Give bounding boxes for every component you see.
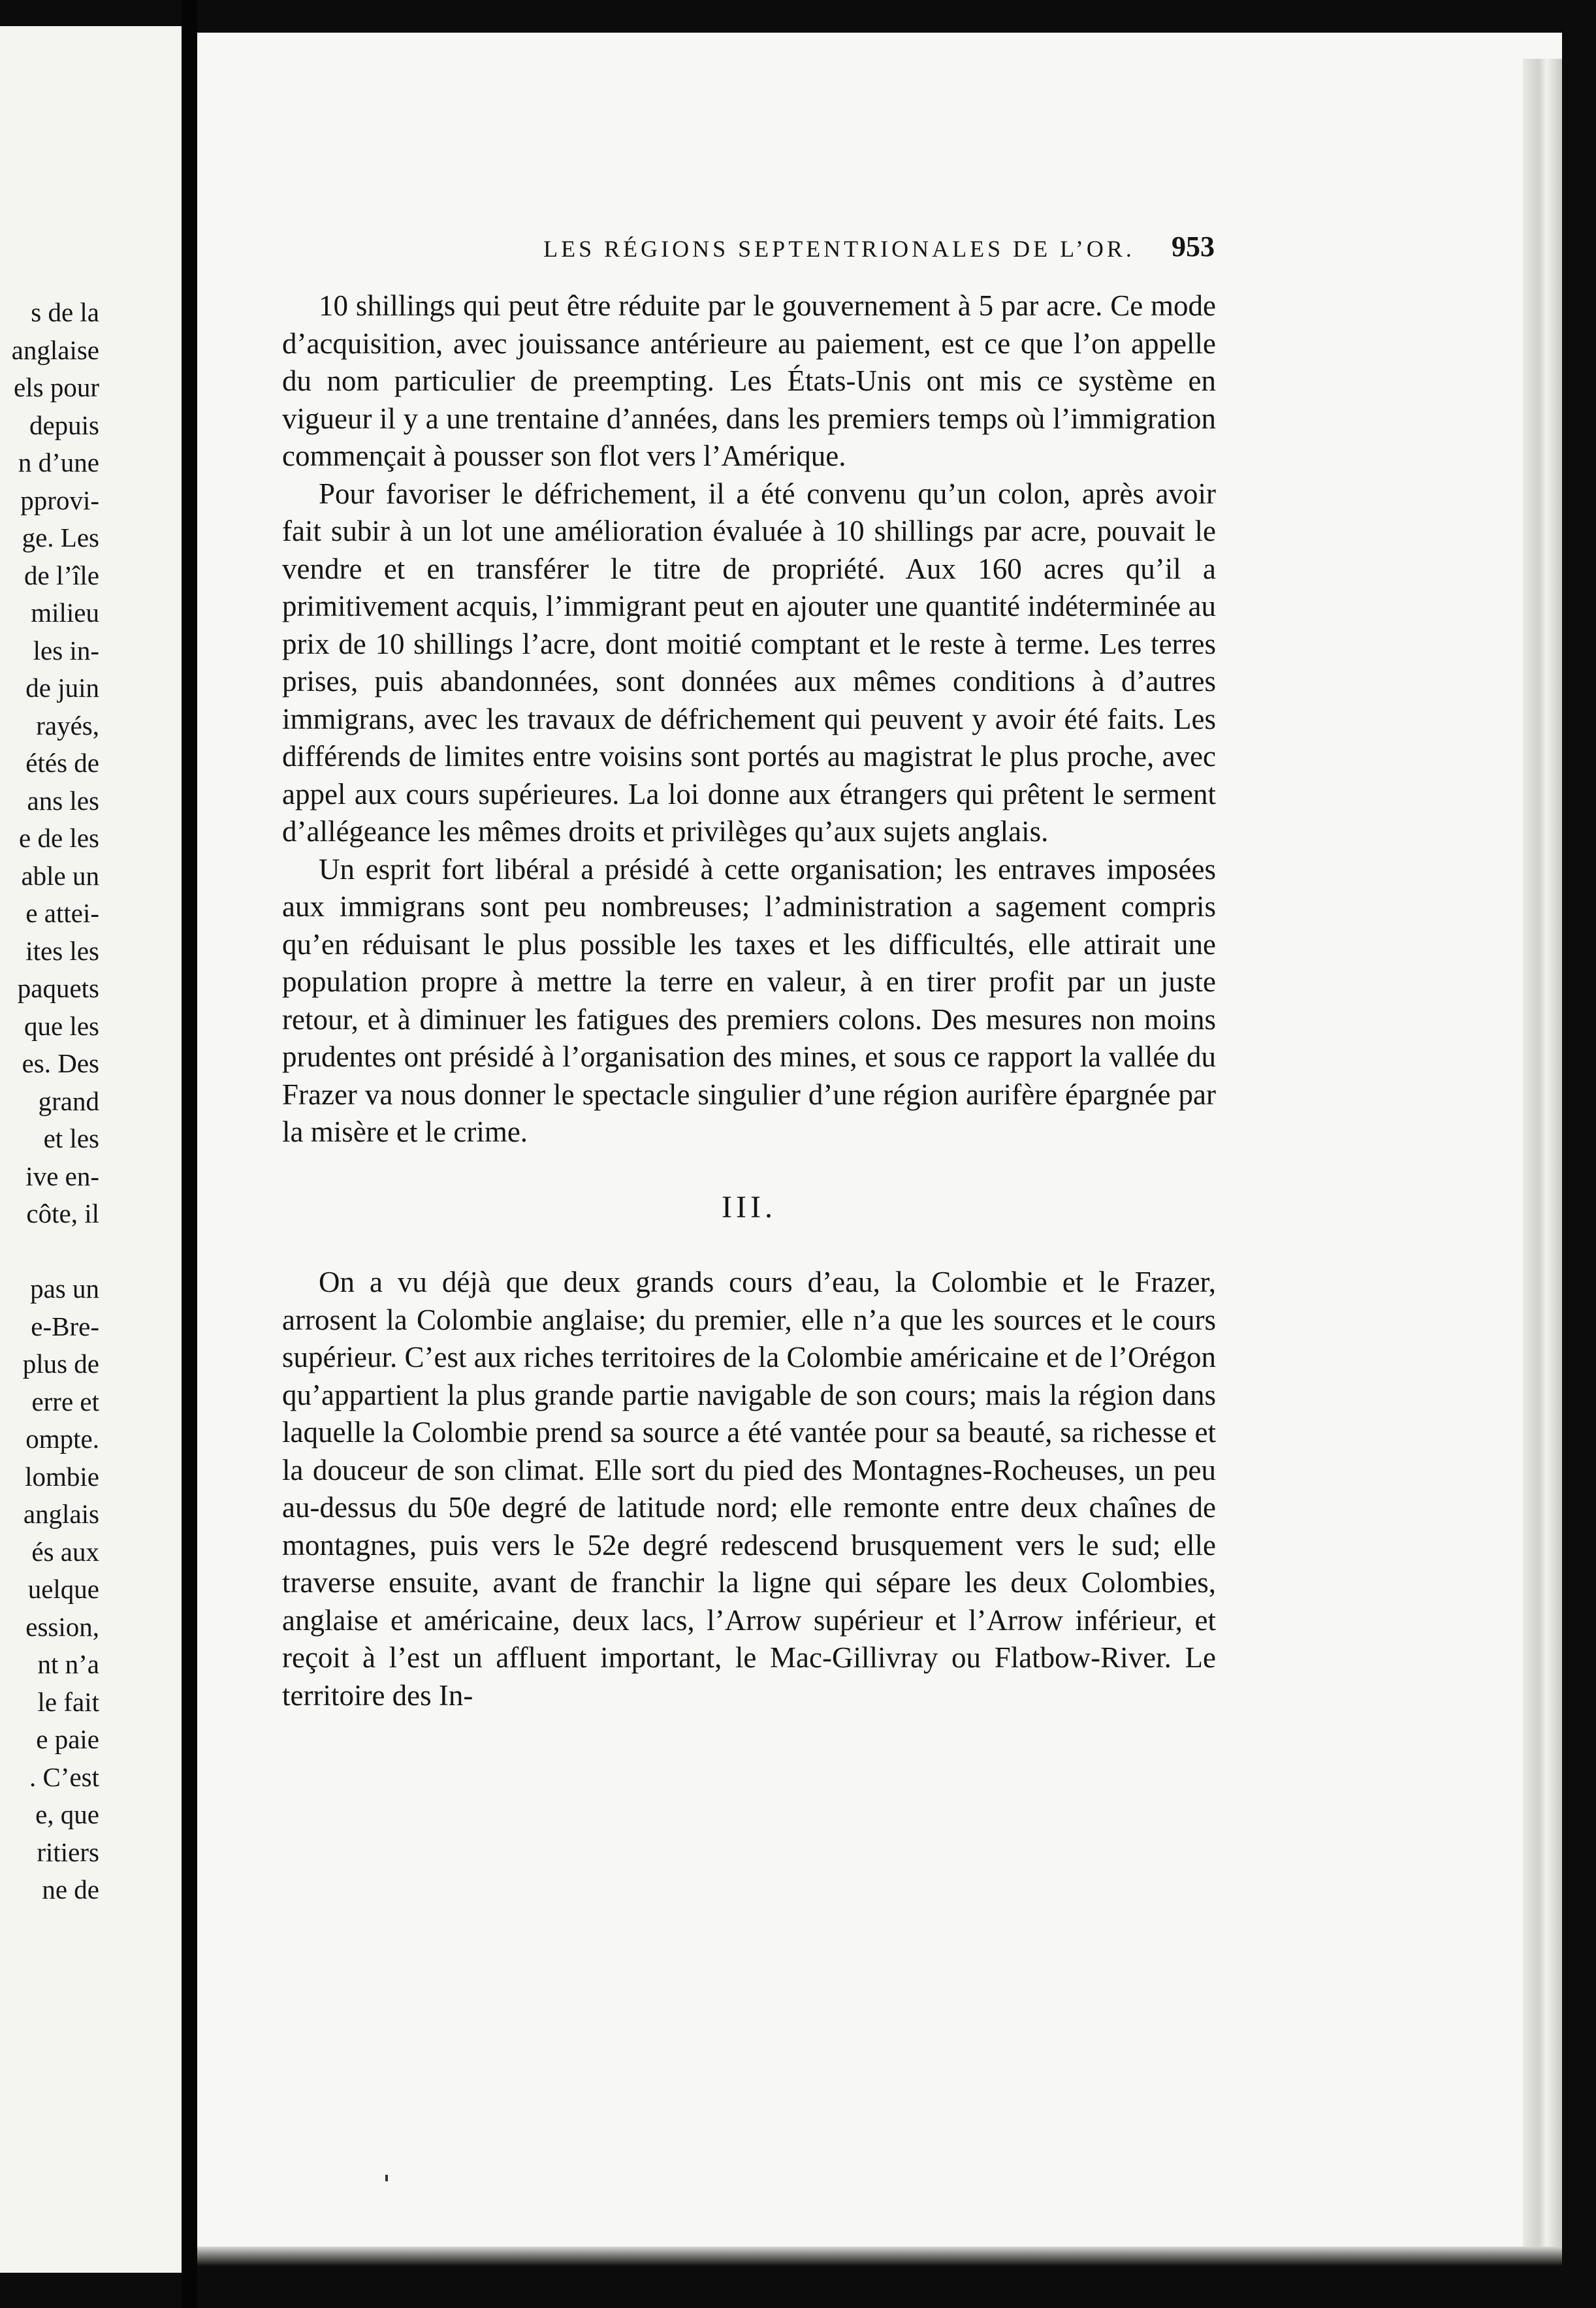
facing-page-line	[0, 1233, 99, 1271]
facing-page-line: e attei-	[25, 898, 99, 928]
running-header: LES RÉGIONS SEPTENTRIONALES DE L’OR.	[543, 236, 1135, 262]
facing-page-line: milieu	[31, 598, 99, 628]
facing-page-line: de l’île	[24, 560, 99, 590]
facing-page-line: e paie	[36, 1724, 99, 1754]
facing-page-line: uelque	[27, 1574, 99, 1604]
book-gutter	[182, 0, 197, 2308]
facing-page-line: erre et	[31, 1386, 99, 1417]
facing-page-line: ive en-	[25, 1161, 99, 1191]
paragraph-2: Pour favoriser le défrichement, il a été convenu qu’un colon, après avoir fait subir à un lot une amélioration évaluée à 10 shillings par acre, pouvait le vendre et en transférer le titre de propriété. Aux 160 acres qu’il a primitivement acquis, l’immigrant peut en ajouter une quantité indéterminée au prix de 10 shillings l’acre, dont moitié comptant et le reste à terme. Les terres prises, puis abandonnées, sont données aux mêmes conditions à d’autres immigrans, avec les travaux de défrichement qui peuvent y avoir été faits. Les différends de limites entre voisins sont portés au magistrat le plus proche, avec appel aux cours supérieures. La loi donne aux étrangers qui prêtent le serment d’allégeance les mêmes droits et privilèges qu’aux sujets anglais.	[282, 477, 1216, 848]
facing-page-fragment	[0, 26, 182, 2273]
facing-page-line: ge. Les	[22, 522, 99, 553]
facing-page-line: s de la	[31, 297, 99, 327]
facing-page-line: és aux	[31, 1536, 99, 1567]
facing-page-line: e de les	[19, 823, 99, 853]
facing-page-line: les in-	[33, 635, 99, 665]
facing-page-line: pas un	[30, 1274, 99, 1304]
facing-page-line-ends	[0, 294, 99, 1909]
page-edge	[1523, 59, 1562, 2266]
body-text	[282, 287, 1216, 1714]
facing-page-line: paquets	[17, 973, 99, 1003]
facing-page-line: pprovi-	[20, 485, 99, 515]
facing-page-line: ans les	[27, 785, 99, 816]
facing-page-line: n d’une	[18, 447, 99, 477]
paragraph-1: 10 shillings qui peut être réduite par le gouvernement à 5 par acre. Ce mode d’acquisition, avec jouissance antérieure au paiement, est ce que l’on appelle du nom particulier de preempting. Les États-Unis ont mis ce système en vigueur il y a une trentaine d’années, dans les premiers temps où l’immigration commençait à pousser son flot vers l’Amérique.	[282, 289, 1216, 472]
paragraph-4: On a vu déjà que deux grands cours d’eau, la Colombie et le Frazer, arrosent la Colombie anglaise; du premier, elle n’a que les sources et le cours supérieur. C’est aux riches territoires de la Colombie américaine et de l’Orégon qu’appartient la plus grande partie navigable de son cours; mais la région dans laquelle la Colombie prend sa source a été vantée pour sa beauté, sa richesse et la douceur de son climat. Elle sort du pied des Montagnes-Rocheuses, un peu au-dessus du 50e degré de latitude nord; elle remonte entre deux chaînes de montagnes, puis vers le 52e degré redescend brusquement vers le sud; elle traverse ensuite, avant de franchir la ligne qui sépare les deux Colombies, anglaise et américaine, deux lacs, l’Arrow supérieur et l’Arrow inférieur, et reçoit à l’est un affluent important, le Mac-Gillivray ou Flatbow-River. Le territoire des In-	[282, 1266, 1216, 1712]
facing-page-line: grand	[38, 1085, 99, 1116]
facing-page-line: plus de	[22, 1349, 99, 1379]
section-heading: III.	[722, 1189, 776, 1225]
facing-page-line: le fait	[37, 1686, 99, 1717]
page-number: 953	[1172, 231, 1215, 263]
paragraph-3: Un esprit fort libéral a présidé à cette organisation; les entraves imposées aux immigrans sont peu nombreuses; l’administration a sagement compris qu’en réduisant le plus possible les taxes et les difficultés, elle attirait une population propre à mettre la terre en valeur, à en tirer profit par un juste retour, et à diminuer les fatigues des premiers colons. Des mesures non moins prudentes ont présidé à l’organisation des mines, et sous ce rapport la vallée du Frazer va nous donner le spectacle singulier d’une région aurifère épargnée par la misère et le crime.	[282, 852, 1216, 1148]
facing-page-line: els pour	[14, 372, 99, 402]
facing-page-line: et les	[43, 1123, 99, 1153]
facing-page-line: able un	[21, 860, 99, 891]
facing-page-line: depuis	[29, 409, 99, 440]
facing-page-line: ompte.	[25, 1424, 99, 1454]
print-speck	[385, 2175, 388, 2181]
page-bottom-shadow	[197, 2247, 1562, 2266]
facing-page-line: nt n’a	[37, 1649, 99, 1679]
facing-page-line: étés de	[25, 748, 99, 778]
facing-page-line: es. Des	[22, 1048, 99, 1078]
facing-page-line: anglaise	[11, 334, 99, 365]
facing-page-line: ritiers	[37, 1836, 99, 1867]
facing-page-line: lombie	[25, 1461, 99, 1492]
facing-page-line: e, que	[35, 1799, 99, 1829]
facing-page-line: ne de	[42, 1874, 99, 1904]
facing-page-line: rayés,	[36, 710, 99, 741]
facing-page-line: de juin	[25, 673, 99, 703]
facing-page-line: anglais	[23, 1499, 99, 1529]
facing-page-line: . C’est	[29, 1761, 99, 1792]
facing-page-line: que les	[24, 1010, 99, 1041]
facing-page-line: ession,	[25, 1611, 99, 1642]
facing-page-line: ites les	[25, 935, 99, 966]
facing-page-line: e-Bre-	[31, 1311, 99, 1341]
facing-page-line: côte, il	[26, 1198, 99, 1228]
